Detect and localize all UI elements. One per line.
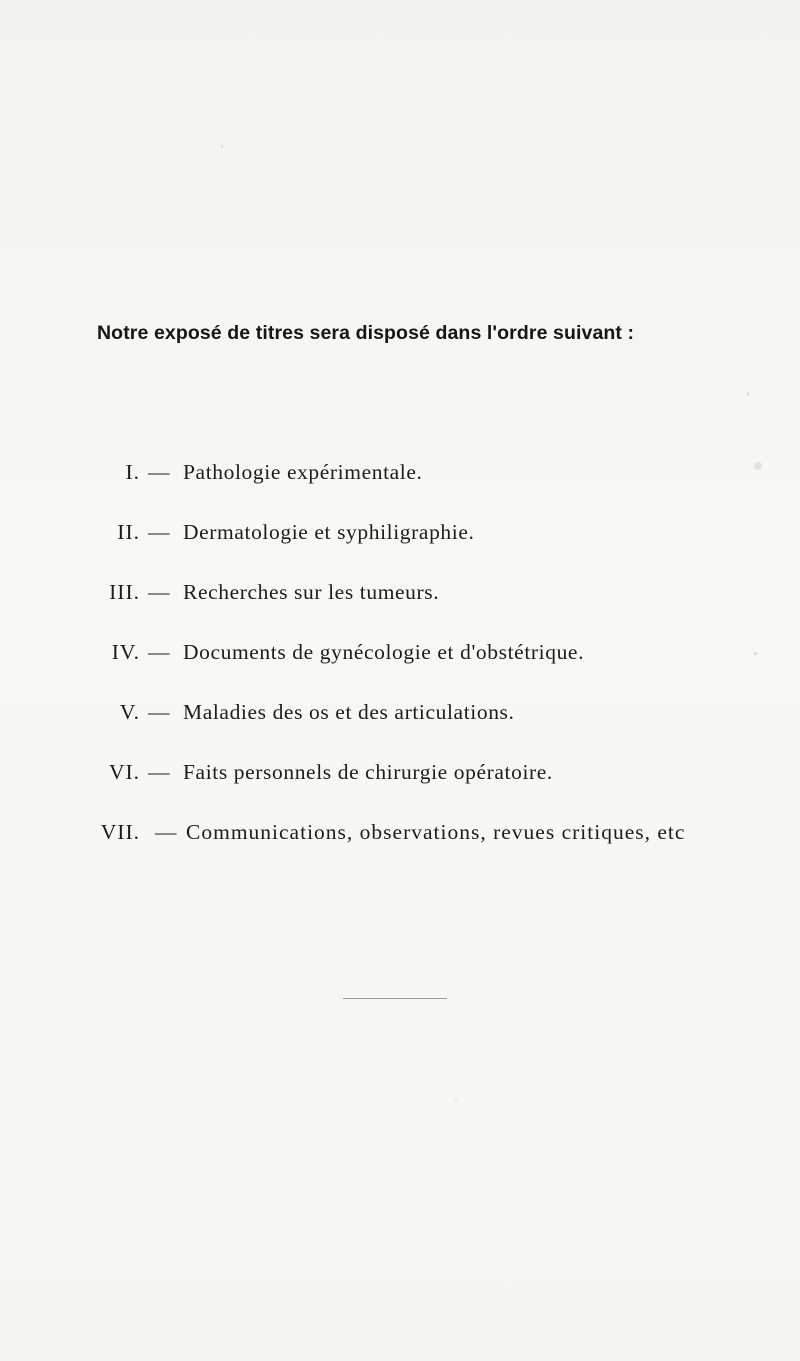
toc-title: Communications, observations, revues critiques, etc — [186, 820, 686, 844]
scan-speck — [754, 652, 757, 655]
toc-item — [0, 746, 800, 806]
toc-numeral: III. — [109, 580, 140, 604]
toc-dash: — — [148, 520, 170, 544]
toc-title: Recherches sur les tumeurs. — [183, 580, 440, 604]
scan-speck — [221, 145, 223, 148]
toc-numeral: VI. — [108, 760, 140, 784]
scan-speck — [455, 1098, 457, 1100]
toc-item — [0, 446, 800, 506]
toc-item — [0, 506, 800, 566]
toc-title: Faits personnels de chirurgie opératoire. — [183, 760, 553, 784]
toc-title: Maladies des os et des articulations. — [183, 700, 515, 724]
toc-dash: — — [155, 820, 177, 844]
scan-speck — [754, 462, 762, 470]
toc-dash: — — [148, 460, 170, 484]
toc-numeral: I. — [125, 460, 140, 484]
toc-dash: — — [148, 580, 170, 604]
toc-item — [0, 806, 800, 866]
toc-item — [0, 686, 800, 746]
toc-numeral: VII. — [100, 820, 140, 844]
toc-numeral: IV. — [111, 640, 140, 664]
scan-speck — [747, 392, 749, 396]
toc-numeral: II. — [117, 520, 140, 544]
toc-title: Documents de gynécologie et d'obstétrique. — [183, 640, 585, 664]
toc-item — [0, 626, 800, 686]
toc-dash: — — [148, 700, 170, 724]
toc-item — [0, 566, 800, 626]
toc-numeral: V. — [119, 700, 140, 724]
toc-dash: — — [148, 640, 170, 664]
page-heading: Notre exposé de titres sera disposé dans l'ordre suivant : — [97, 322, 635, 344]
table-of-contents — [0, 446, 800, 866]
toc-dash: — — [148, 760, 170, 784]
toc-title: Dermatologie et syphiligraphie. — [183, 520, 475, 544]
decorative-rule — [343, 998, 447, 999]
toc-title: Pathologie expérimentale. — [183, 460, 423, 484]
